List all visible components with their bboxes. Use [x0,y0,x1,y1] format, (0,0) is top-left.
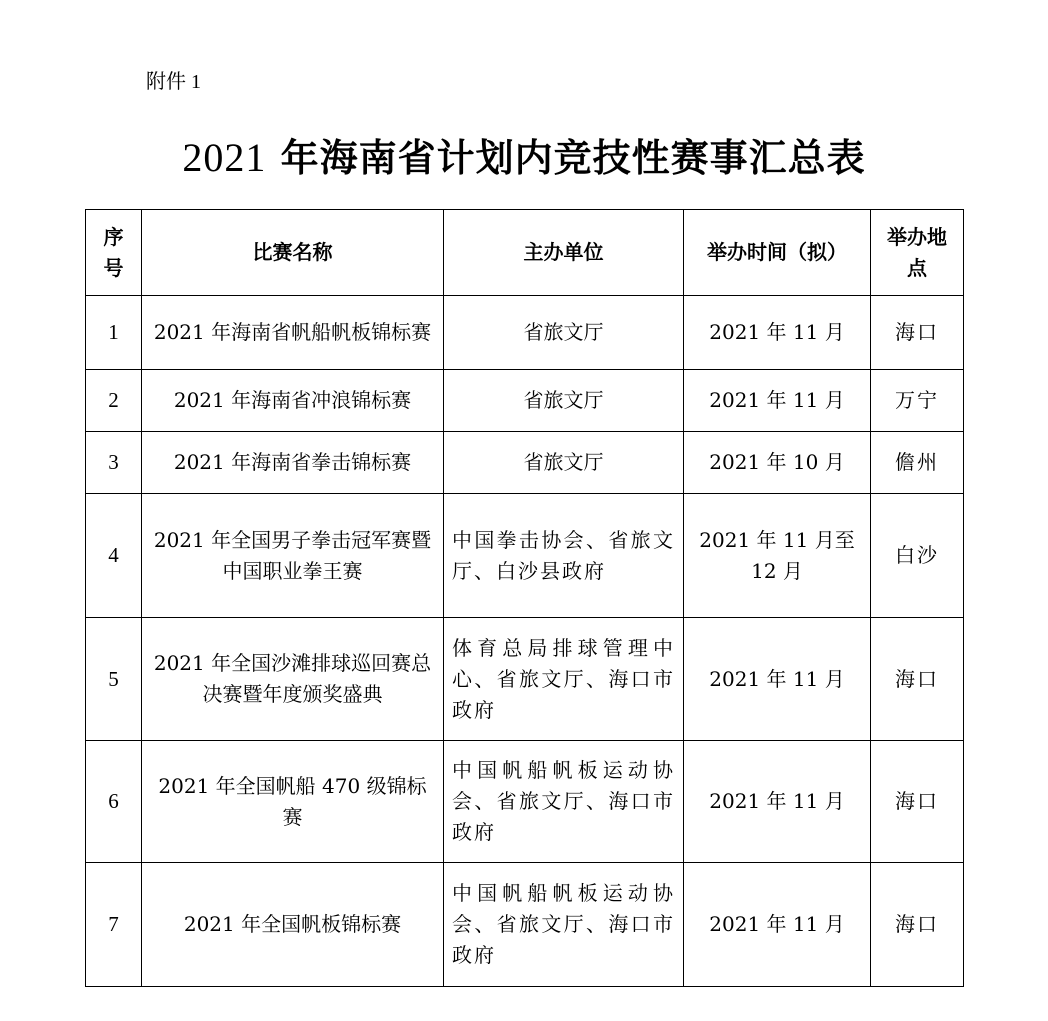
cell-name: 2021 年海南省冲浪锦标赛 [142,370,444,432]
cell-time: 2021 年 10 月 [684,432,871,494]
table-header-row [86,210,964,296]
header-time: 举办时间（拟） [684,210,871,296]
table-row [86,296,964,370]
cell-organizer: 省旅文厅 [444,296,684,370]
events-table [85,209,964,987]
cell-name: 2021 年全国沙滩排球巡回赛总决赛暨年度颁奖盛典 [142,618,444,741]
cell-name: 2021 年海南省帆船帆板锦标赛 [142,296,444,370]
page-title [0,132,1048,184]
cell-place: 海口 [871,296,964,370]
header-organizer: 主办单位 [444,210,684,296]
cell-place: 海口 [871,618,964,741]
cell-no: 4 [86,494,142,618]
cell-time: 2021 年 11 月至 12 月 [684,494,871,618]
title-year: 2021 [182,135,267,180]
table-row [86,863,964,987]
cell-name: 2021 年全国男子拳击冠军赛暨中国职业拳王赛 [142,494,444,618]
cell-name: 2021 年海南省拳击锦标赛 [142,432,444,494]
cell-time: 2021 年 11 月 [684,863,871,987]
header-name: 比赛名称 [142,210,444,296]
cell-place: 万宁 [871,370,964,432]
cell-no: 5 [86,618,142,741]
table-row [86,741,964,863]
cell-place: 海口 [871,863,964,987]
cell-organizer: 省旅文厅 [444,432,684,494]
cell-organizer: 中国帆船帆板运动协会、省旅文厅、海口市政府 [444,863,684,987]
header-place: 举办地点 [871,210,964,296]
attachment-label: 附件 1 [146,71,201,93]
cell-time: 2021 年 11 月 [684,370,871,432]
table-row [86,370,964,432]
cell-no: 1 [86,296,142,370]
cell-place: 儋州 [871,432,964,494]
cell-name: 2021 年全国帆板锦标赛 [142,863,444,987]
cell-no: 6 [86,741,142,863]
cell-time: 2021 年 11 月 [684,741,871,863]
table-row [86,618,964,741]
cell-no: 3 [86,432,142,494]
table-row [86,432,964,494]
table-row [86,494,964,618]
cell-time: 2021 年 11 月 [684,618,871,741]
cell-organizer: 中国帆船帆板运动协会、省旅文厅、海口市政府 [444,741,684,863]
cell-organizer: 体育总局排球管理中心、省旅文厅、海口市政府 [444,618,684,741]
cell-organizer: 中国拳击协会、省旅文厅、白沙县政府 [444,494,684,618]
cell-time: 2021 年 11 月 [684,296,871,370]
cell-no: 2 [86,370,142,432]
cell-place: 白沙 [871,494,964,618]
cell-place: 海口 [871,741,964,863]
title-text: 年海南省计划内竞技性赛事汇总表 [280,135,866,180]
cell-name: 2021 年全国帆船 470 级锦标赛 [142,741,444,863]
header-no: 序号 [86,210,142,296]
cell-no: 7 [86,863,142,987]
cell-organizer: 省旅文厅 [444,370,684,432]
